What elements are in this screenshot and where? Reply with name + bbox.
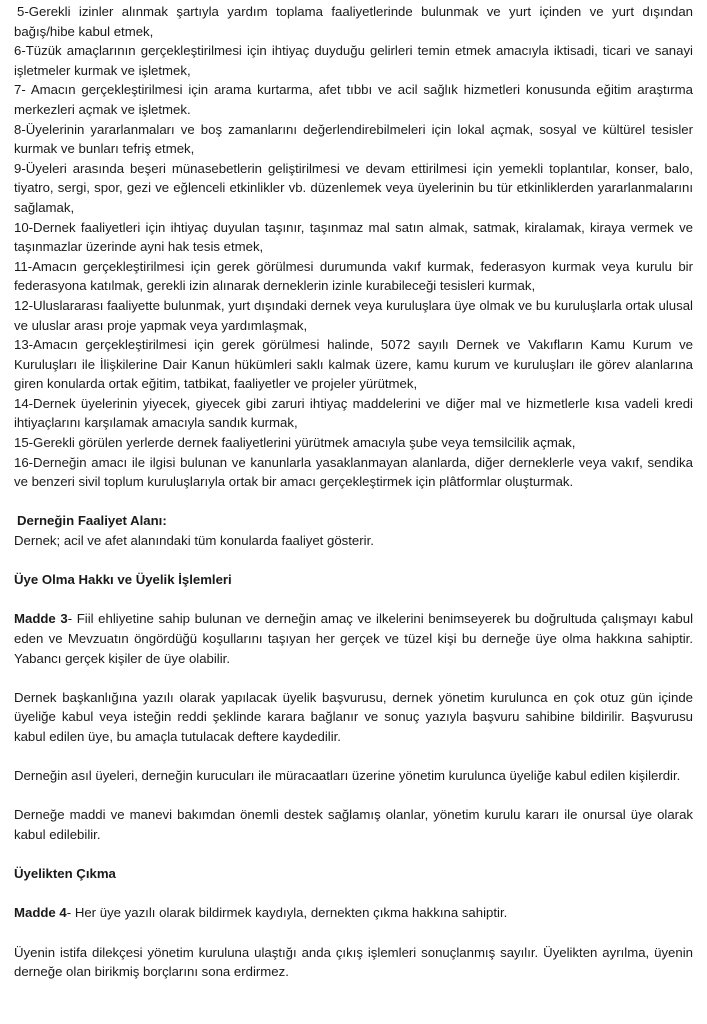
regular-members-paragraph: Derneğin asıl üyeleri, derneğin kurucuları ile müracaatları üzerine yönetim kurulunca üyeliğe kabul edilen kişilerdir. xyxy=(14,768,681,784)
spacer xyxy=(14,551,693,571)
article-4 xyxy=(14,903,693,923)
purpose-item-6: 6-Tüzük amaçlarının gerçekleştirilmesi için ihtiyaç duyduğu gelirleri temin etmek amacıyla iktisadi, ticari ve sanayi işletmeler kurmak ve işletmek, xyxy=(14,43,693,78)
spacer xyxy=(14,884,693,904)
activity-area-heading: Derneğin Faaliyet Alanı: xyxy=(17,513,167,529)
purpose-item-14: 14-Dernek üyelerinin yiyecek, giyecek gibi zaruri ihtiyaç maddelerini ve diğer mal ve hizmetlerle kısa vadeli kredi ihtiyaçlarını karşılamak amacıyla sandık kurmak, xyxy=(14,395,693,431)
spacer xyxy=(14,786,693,806)
document-page xyxy=(14,2,693,982)
purpose-item-12: 12-Uluslararası faaliyette bulunmak, yurt dışındaki dernek veya kuruluşlara üye olmak ve bu kuruluşlarla ortak ulusal ve uluslar arası proje yapmak veya yardımlaşmak, xyxy=(14,297,693,333)
purpose-list xyxy=(14,2,693,492)
spacer xyxy=(14,492,693,512)
purpose-item-9: 9-Üyeleri arasında beşeri münasebetlerin geliştirilmesi ve devam ettirilmesi için yemekli toplantılar, konser, balo, tiyatro, sergi, spor, gezi ve eğlenceli etkinlikler vb. düzenlemek veya üyelerinin bu tür etkinliklerden yararlanmalarını sağlamak, xyxy=(14,160,693,215)
article-3-text: - Fiil ehliyetine sahip bulunan ve derneğin amaç ve ilkelerini benimseyerek bu doğrultuda çalışmayı kabul eden ve Mevzuatın öngördüğü koşullarını taşıyan her gerçek ve tüzel kişi bu derneğe üye olma hakkına sahiptir. Yabancı gerçek kişiler de üye olabilir. xyxy=(14,611,694,666)
spacer xyxy=(14,590,693,610)
article-4-text: - Her üye yazılı olarak bildirmek kaydıyla, dernekten çıkma hakkına sahiptir. xyxy=(66,905,508,921)
membership-heading: Üye Olma Hakkı ve Üyelik İşlemleri xyxy=(14,572,232,588)
honorary-members-paragraph: Derneğe maddi ve manevi bakımdan önemli destek sağlamış olanlar, yönetim kurulu kararı ile onursal üye olarak kabul edilebilir. xyxy=(14,807,693,842)
purpose-item-10: 10-Dernek faaliyetleri için ihtiyaç duyulan taşınır, taşınmaz mal satın almak, satmak, kiralamak, kiraya vermek ve taşınmazlar üzerinde ayni hak tesis etmek, xyxy=(14,219,693,255)
purpose-item-8: 8-Üyelerinin yararlanmaları ve boş zamanlarını değerlendirebilmeleri için lokal açmak, sosyal ve kültürel tesisler kurmak ve bunları tefriş etmek, xyxy=(14,121,693,157)
purpose-item-11: 11-Amacın gerçekleştirilmesi için gerek görülmesi durumunda vakıf kurmak, federasyon kurmak veya kurulu bir federasyona katılmak, gerekli izin alınarak derneklerin izinle kurabileceği tesisleri kurmak, xyxy=(14,258,693,294)
withdrawal-heading: Üyelikten Çıkma xyxy=(14,866,116,882)
membership-application-paragraph: Dernek başkanlığına yazılı olarak yapılacak üyelik başvurusu, dernek yönetim kurulunca en çok otuz gün içinde üyeliğe kabul veya isteğin reddi şeklinde karara bağlanır ve sonuç yazıyla başvuru sahibine bildirilir. Başvurusu kabul edilen üye, bu amaçla tutulacak deftere kaydedilir. xyxy=(14,689,693,744)
article-3 xyxy=(14,609,693,668)
purpose-item-13: 13-Amacın gerçekleştirilmesi için gerek görülmesi halinde, 5072 sayılı Dernek ve Vakıfların Kamu Kurum ve Kuruluşları ile İlişkilerine Dair Kanun hükümleri saklı kalmak üzere, kamu kurum ve kuruluşları ile görev alanlarına giren konularda ortak eğitim, tatbikat, faaliyetler ve projeler yürütmek, xyxy=(14,337,693,392)
spacer xyxy=(14,747,693,767)
resignation-paragraph: Üyenin istifa dilekçesi yönetim kuruluna ulaştığı anda çıkış işlemleri sonuçlanmış sayılır. Üyelikten ayrılma, üyenin derneğe olan birikmiş borçlarını sona erdirmez. xyxy=(14,944,693,980)
activity-area-text: Dernek; acil ve afet alanındaki tüm konularda faaliyet gösterir. xyxy=(14,533,374,549)
purpose-item-16: 16-Derneğin amacı ile ilgisi bulunan ve kanunlarla yasaklanmayan alanlarda, diğer derneklerle veya vakıf, sendika ve benzeri sivil toplum kuruluşlarıyla ortak bir amacı gerçekleştirmek için plâtformlar oluşturmak. xyxy=(14,454,693,490)
purpose-item-5: 5-Gerekli izinler alınmak şartıyla yardım toplama faaliyetlerinde bulunmak ve yurt içinden ve yurt dışından bağış/hibe kabul etmek, xyxy=(14,4,693,39)
purpose-item-15: 15-Gerekli görülen yerlerde dernek faaliyetlerini yürütmek amacıyla şube veya temsilcilik açmak, xyxy=(14,435,576,451)
spacer xyxy=(14,923,693,943)
spacer xyxy=(14,845,693,865)
purpose-item-7: 7- Amacın gerçekleştirilmesi için arama kurtarma, afet tıbbı ve acil sağlık hizmetleri konusunda eğitim araştırma merkezleri açmak ve işletmek. xyxy=(14,82,693,117)
spacer xyxy=(14,668,693,688)
article-3-label: Madde 3 xyxy=(14,611,68,627)
article-4-label: Madde 4 xyxy=(14,905,67,921)
